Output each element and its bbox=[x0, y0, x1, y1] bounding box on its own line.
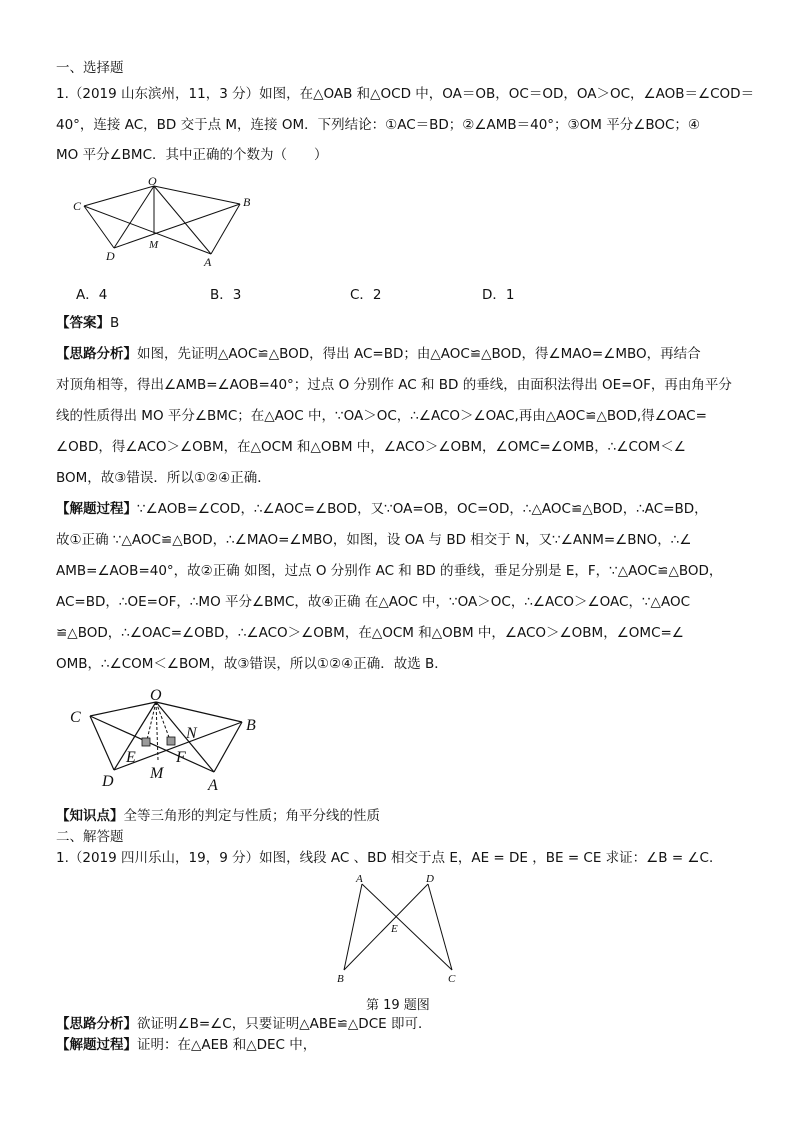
figure-19-bowtie bbox=[330, 870, 470, 988]
analysis-text-1: 如图，先证明△AOC≌△BOD，得出 AC=BD；由△AOC≌△BOD，得∠MAO=∠MBO，再结合 bbox=[137, 346, 701, 362]
fig3-label-a: A bbox=[356, 873, 363, 885]
figure-2-with-perpendiculars bbox=[62, 684, 272, 796]
figure-caption: 第 19 题图 bbox=[366, 998, 430, 1013]
fig1-label-b: B bbox=[243, 195, 251, 209]
question-1-line-3: MO 平分∠BMC．其中正确的个数为（ ） bbox=[56, 147, 328, 163]
question-2-line-1: 1.（2019 四川乐山，19，9 分）如图，线段 AC 、BD 相交于点 E，AE = DE ，BE = CE 求证：∠B = ∠C． bbox=[56, 850, 723, 866]
option-a[interactable]: A．4 bbox=[76, 287, 108, 303]
analysis-line-2: 对顶角相等，得出∠AMB=∠AOB=40°；过点 O 分别作 AC 和 BD 的垂线，由面积法得出 OE=OF，再由角平分 bbox=[56, 377, 732, 393]
solution-line-3: AMB=∠AOB=40°，故②正确 如图，过点 O 分别作 AC 和 BD 的垂线，垂足分别是 E，F，∵△AOC≌△BOD， bbox=[56, 563, 723, 579]
fig2-label-b: B bbox=[246, 717, 256, 734]
fig3-label-e: E bbox=[391, 923, 398, 935]
answer-value: B bbox=[110, 315, 120, 331]
solution-tag: 【解题过程】 bbox=[56, 501, 137, 517]
fig2-label-f: F bbox=[176, 749, 186, 766]
solution-line-5: ≌△BOD，∴∠OAC=∠OBD，∴∠ACO＞∠OBM，在△OCM 和△OBM 中，∠ACO＞∠OBM，∠OMC=∠ bbox=[56, 625, 684, 641]
option-d[interactable]: D．1 bbox=[482, 287, 515, 303]
fig2-label-o: O bbox=[150, 687, 162, 704]
q2-analysis-text: 欲证明∠B=∠C，只要证明△ABE≌△DCE 即可． bbox=[137, 1016, 432, 1032]
fig2-label-n: N bbox=[186, 725, 197, 742]
right-angle-mark-f bbox=[167, 737, 175, 745]
analysis-line-1 bbox=[56, 344, 746, 364]
fig2-label-m: M bbox=[150, 765, 164, 782]
option-b[interactable]: B．3 bbox=[210, 287, 242, 303]
analysis-line-5: BOM，故③错误．所以①②④正确． bbox=[56, 470, 271, 486]
analysis-tag: 【思路分析】 bbox=[56, 346, 137, 362]
question-1-line-2: 40°，连接 AC，BD 交于点 M，连接 OM．下列结论：①AC＝BD；②∠AMB＝40°；③OM 平分∠BOC；④ bbox=[56, 117, 701, 133]
q2-analysis-line bbox=[56, 1014, 746, 1034]
answer-tag: 【答案】 bbox=[56, 315, 110, 331]
section-title-answer: 二、解答题 bbox=[56, 829, 124, 845]
fig2-label-a: A bbox=[208, 777, 218, 794]
fig3-label-b: B bbox=[337, 973, 344, 985]
section-title-choice: 一、选择题 bbox=[56, 60, 124, 76]
solution-line-6: OMB，∴∠COM＜∠BOM，故③错误，所以①②④正确．故选 B． bbox=[56, 656, 448, 672]
fig1-label-d: D bbox=[106, 249, 115, 263]
question-1-line-1: 1.（2019 山东滨州，11，3 分）如图，在△OAB 和△OCD 中，OA＝OB，OC＝OD，OA＞OC，∠AOB＝∠COD＝ bbox=[56, 86, 755, 102]
fig1-label-o: O bbox=[148, 174, 157, 188]
fig2-label-d: D bbox=[102, 773, 114, 790]
fig1-label-m: M bbox=[149, 239, 159, 251]
answer-line bbox=[56, 313, 746, 333]
knowledge-tag: 【知识点】 bbox=[56, 808, 124, 824]
analysis-line-3: 线的性质得出 MO 平分∠BMC；在△AOC 中，∵OA＞OC，∴∠ACO＞∠OAC,再由△AOC≌△BOD,得∠OAC= bbox=[56, 408, 707, 424]
fig1-label-a: A bbox=[204, 255, 212, 269]
knowledge-line bbox=[56, 806, 746, 826]
fig2-label-c: C bbox=[70, 709, 81, 726]
q2-solution-text: 证明：在△AEB 和△DEC 中， bbox=[137, 1037, 317, 1053]
knowledge-text: 全等三角形的判定与性质；角平分线的性质 bbox=[123, 808, 380, 824]
solution-text-1: ∵∠AOB=∠COD，∴∠AOC=∠BOD，又∵OA=OB，OC=OD，∴△AOC≌△BOD，∴AC=BD， bbox=[137, 501, 708, 517]
solution-line-4: AC=BD，∴OE=OF，∴MO 平分∠BMC，故④正确 在△AOC 中，∵OA＞OC，∴∠ACO＞∠OAC，∵△AOC bbox=[56, 594, 690, 610]
q2-solution-line bbox=[56, 1035, 746, 1055]
fig3-label-d: D bbox=[426, 873, 434, 885]
analysis-line-4: ∠OBD，得∠ACO＞∠OBM，在△OCM 和△OBM 中，∠ACO＞∠OBM，∠OMC=∠OMB，∴∠COM＜∠ bbox=[56, 439, 686, 455]
q2-analysis-tag: 【思路分析】 bbox=[56, 1016, 137, 1032]
q2-solution-tag: 【解题过程】 bbox=[56, 1037, 137, 1053]
right-angle-mark-e bbox=[142, 738, 150, 746]
figure-1-quadrilateral bbox=[68, 172, 268, 272]
fig3-label-c: C bbox=[448, 973, 456, 985]
fig2-label-e: E bbox=[126, 749, 136, 766]
solution-line-1 bbox=[56, 499, 746, 519]
option-c[interactable]: C．2 bbox=[350, 287, 382, 303]
solution-line-2: 故①正确 ∵△AOC≌△BOD，∴∠MAO=∠MBO，如图，设 OA 与 BD 相交于 N，又∵∠ANM=∠BNO，∴∠ bbox=[56, 532, 692, 548]
fig1-label-c: C bbox=[73, 199, 82, 213]
